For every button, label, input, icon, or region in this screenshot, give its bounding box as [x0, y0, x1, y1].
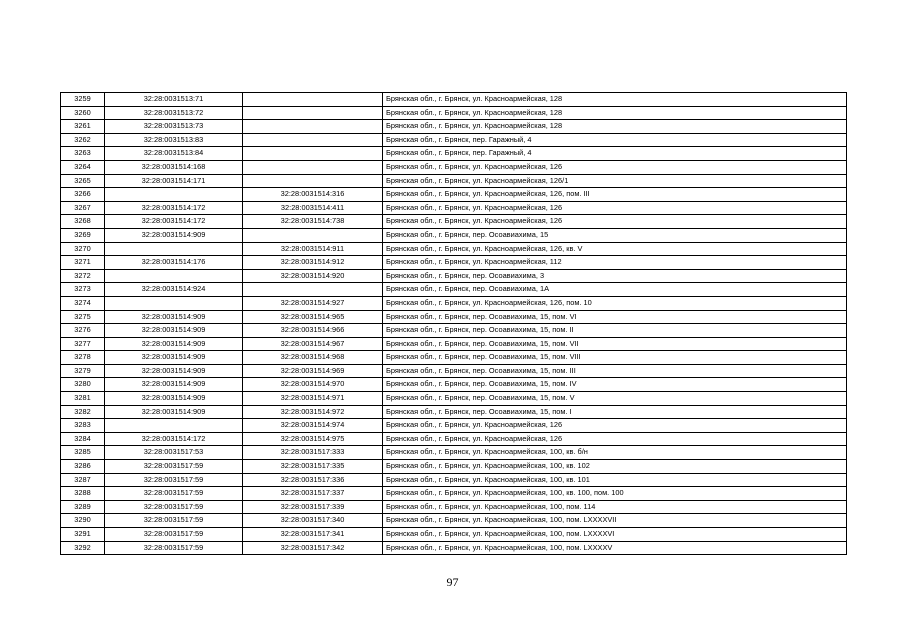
table-row	[61, 106, 847, 120]
address-cell: Брянская обл., г. Брянск, пер. Осоавиахима, 15, пом. VIII	[383, 351, 847, 365]
address-cell: Брянская обл., г. Брянск, ул. Красноармейская, 126	[383, 160, 847, 174]
land-cadastral-number-cell: 32:28:0031514:909	[105, 228, 243, 242]
land-cadastral-number-cell: 32:28:0031514:924	[105, 283, 243, 297]
table-row	[61, 310, 847, 324]
address-cell: Брянская обл., г. Брянск, ул. Красноармейская, 100, пом. 114	[383, 500, 847, 514]
land-cadastral-number-cell: 32:28:0031517:53	[105, 446, 243, 460]
object-cadastral-number-cell: 32:28:0031514:974	[243, 419, 383, 433]
land-cadastral-number-cell: 32:28:0031514:909	[105, 405, 243, 419]
address-cell: Брянская обл., г. Брянск, ул. Красноармейская, 100, пом. LXXXXVII	[383, 514, 847, 528]
row-number-cell: 3290	[61, 514, 105, 528]
table-row	[61, 160, 847, 174]
land-cadastral-number-cell: 32:28:0031517:59	[105, 473, 243, 487]
table-row	[61, 392, 847, 406]
row-number-cell: 3283	[61, 419, 105, 433]
row-number-cell: 3269	[61, 228, 105, 242]
table-row	[61, 487, 847, 501]
address-cell: Брянская обл., г. Брянск, пер. Осоавиахима, 1А	[383, 283, 847, 297]
object-cadastral-number-cell: 32:28:0031514:316	[243, 188, 383, 202]
table-row	[61, 364, 847, 378]
land-cadastral-number-cell	[105, 296, 243, 310]
object-cadastral-number-cell	[243, 228, 383, 242]
land-cadastral-number-cell: 32:28:0031514:168	[105, 160, 243, 174]
table-row	[61, 324, 847, 338]
address-cell: Брянская обл., г. Брянск, ул. Красноармейская, 128	[383, 120, 847, 134]
land-cadastral-number-cell	[105, 269, 243, 283]
address-cell: Брянская обл., г. Брянск, пер. Осоавиахима, 15, пом. IV	[383, 378, 847, 392]
row-number-cell: 3276	[61, 324, 105, 338]
land-cadastral-number-cell: 32:28:0031517:59	[105, 541, 243, 555]
object-cadastral-number-cell: 32:28:0031514:411	[243, 201, 383, 215]
address-cell: Брянская обл., г. Брянск, ул. Красноармейская, 126, кв. V	[383, 242, 847, 256]
row-number-cell: 3278	[61, 351, 105, 365]
object-cadastral-number-cell	[243, 283, 383, 297]
row-number-cell: 3260	[61, 106, 105, 120]
table-row	[61, 419, 847, 433]
address-cell: Брянская обл., г. Брянск, пер. Осоавиахима, 15, пом. I	[383, 405, 847, 419]
row-number-cell: 3259	[61, 93, 105, 107]
table-row	[61, 460, 847, 474]
row-number-cell: 3267	[61, 201, 105, 215]
table-row	[61, 228, 847, 242]
land-cadastral-number-cell: 32:28:0031514:909	[105, 364, 243, 378]
address-cell: Брянская обл., г. Брянск, пер. Осоавиахима, 15, пом. V	[383, 392, 847, 406]
land-cadastral-number-cell: 32:28:0031517:59	[105, 487, 243, 501]
land-cadastral-number-cell: 32:28:0031514:172	[105, 201, 243, 215]
address-cell: Брянская обл., г. Брянск, ул. Красноармейская, 126	[383, 201, 847, 215]
address-cell: Брянская обл., г. Брянск, ул. Красноармейская, 128	[383, 106, 847, 120]
object-cadastral-number-cell: 32:28:0031514:968	[243, 351, 383, 365]
table-row	[61, 201, 847, 215]
object-cadastral-number-cell	[243, 106, 383, 120]
address-cell: Брянская обл., г. Брянск, пер. Гаражный, 4	[383, 147, 847, 161]
land-cadastral-number-cell: 32:28:0031517:59	[105, 460, 243, 474]
table-row	[61, 446, 847, 460]
table-row	[61, 541, 847, 555]
row-number-cell: 3281	[61, 392, 105, 406]
row-number-cell: 3274	[61, 296, 105, 310]
land-cadastral-number-cell: 32:28:0031517:59	[105, 500, 243, 514]
table-row	[61, 120, 847, 134]
row-number-cell: 3263	[61, 147, 105, 161]
land-cadastral-number-cell: 32:28:0031513:83	[105, 133, 243, 147]
address-cell: Брянская обл., г. Брянск, пер. Осоавиахима, 15, пом. II	[383, 324, 847, 338]
table-row	[61, 174, 847, 188]
address-cell: Брянская обл., г. Брянск, ул. Красноармейская, 128	[383, 93, 847, 107]
row-number-cell: 3266	[61, 188, 105, 202]
row-number-cell: 3289	[61, 500, 105, 514]
address-cell: Брянская обл., г. Брянск, ул. Красноармейская, 126, пом. III	[383, 188, 847, 202]
land-cadastral-number-cell: 32:28:0031513:72	[105, 106, 243, 120]
registry-table-body	[61, 93, 847, 555]
row-number-cell: 3273	[61, 283, 105, 297]
object-cadastral-number-cell: 32:28:0031514:911	[243, 242, 383, 256]
address-cell: Брянская обл., г. Брянск, пер. Осоавиахима, 15	[383, 228, 847, 242]
address-cell: Брянская обл., г. Брянск, ул. Красноармейская, 126	[383, 419, 847, 433]
object-cadastral-number-cell: 32:28:0031514:970	[243, 378, 383, 392]
object-cadastral-number-cell: 32:28:0031514:969	[243, 364, 383, 378]
row-number-cell: 3275	[61, 310, 105, 324]
table-row	[61, 93, 847, 107]
land-cadastral-number-cell: 32:28:0031514:909	[105, 310, 243, 324]
object-cadastral-number-cell: 32:28:0031517:341	[243, 528, 383, 542]
table-row	[61, 215, 847, 229]
object-cadastral-number-cell: 32:28:0031517:342	[243, 541, 383, 555]
land-cadastral-number-cell: 32:28:0031517:59	[105, 514, 243, 528]
land-cadastral-number-cell: 32:28:0031513:73	[105, 120, 243, 134]
table-row	[61, 378, 847, 392]
object-cadastral-number-cell: 32:28:0031517:340	[243, 514, 383, 528]
object-cadastral-number-cell: 32:28:0031514:738	[243, 215, 383, 229]
address-cell: Брянская обл., г. Брянск, пер. Осоавиахима, 15, пом. III	[383, 364, 847, 378]
table-row	[61, 405, 847, 419]
address-cell: Брянская обл., г. Брянск, ул. Красноармейская, 100, кв. 101	[383, 473, 847, 487]
address-cell: Брянская обл., г. Брянск, ул. Красноармейская, 126/1	[383, 174, 847, 188]
row-number-cell: 3261	[61, 120, 105, 134]
row-number-cell: 3288	[61, 487, 105, 501]
address-cell: Брянская обл., г. Брянск, ул. Красноармейская, 126	[383, 432, 847, 446]
address-cell: Брянская обл., г. Брянск, ул. Красноармейская, 100, кв. б/н	[383, 446, 847, 460]
row-number-cell: 3292	[61, 541, 105, 555]
object-cadastral-number-cell: 32:28:0031514:971	[243, 392, 383, 406]
table-row	[61, 147, 847, 161]
row-number-cell: 3277	[61, 337, 105, 351]
object-cadastral-number-cell: 32:28:0031514:912	[243, 256, 383, 270]
object-cadastral-number-cell: 32:28:0031514:966	[243, 324, 383, 338]
table-row	[61, 256, 847, 270]
row-number-cell: 3287	[61, 473, 105, 487]
address-cell: Брянская обл., г. Брянск, ул. Красноармейская, 100, пом. LXXXXV	[383, 541, 847, 555]
row-number-cell: 3270	[61, 242, 105, 256]
land-cadastral-number-cell	[105, 242, 243, 256]
row-number-cell: 3284	[61, 432, 105, 446]
table-row	[61, 514, 847, 528]
table-row	[61, 188, 847, 202]
row-number-cell: 3286	[61, 460, 105, 474]
address-cell: Брянская обл., г. Брянск, пер. Гаражный, 4	[383, 133, 847, 147]
row-number-cell: 3265	[61, 174, 105, 188]
object-cadastral-number-cell: 32:28:0031514:975	[243, 432, 383, 446]
row-number-cell: 3279	[61, 364, 105, 378]
object-cadastral-number-cell: 32:28:0031514:965	[243, 310, 383, 324]
object-cadastral-number-cell	[243, 93, 383, 107]
object-cadastral-number-cell: 32:28:0031514:972	[243, 405, 383, 419]
land-cadastral-number-cell: 32:28:0031514:171	[105, 174, 243, 188]
table-row	[61, 283, 847, 297]
object-cadastral-number-cell	[243, 147, 383, 161]
row-number-cell: 3271	[61, 256, 105, 270]
address-cell: Брянская обл., г. Брянск, ул. Красноармейская, 112	[383, 256, 847, 270]
address-cell: Брянская обл., г. Брянск, пер. Осоавиахима, 15, пом. VII	[383, 337, 847, 351]
land-cadastral-number-cell: 32:28:0031514:909	[105, 324, 243, 338]
object-cadastral-number-cell	[243, 174, 383, 188]
row-number-cell: 3280	[61, 378, 105, 392]
land-cadastral-number-cell: 32:28:0031514:172	[105, 215, 243, 229]
object-cadastral-number-cell: 32:28:0031517:335	[243, 460, 383, 474]
table-row	[61, 133, 847, 147]
object-cadastral-number-cell: 32:28:0031514:927	[243, 296, 383, 310]
table-row	[61, 528, 847, 542]
object-cadastral-number-cell: 32:28:0031517:333	[243, 446, 383, 460]
land-cadastral-number-cell: 32:28:0031517:59	[105, 528, 243, 542]
table-row	[61, 242, 847, 256]
address-cell: Брянская обл., г. Брянск, ул. Красноармейская, 100, кв. 100, пом. 100	[383, 487, 847, 501]
table-row	[61, 500, 847, 514]
address-cell: Брянская обл., г. Брянск, ул. Красноармейская, 126	[383, 215, 847, 229]
object-cadastral-number-cell: 32:28:0031514:967	[243, 337, 383, 351]
land-cadastral-number-cell: 32:28:0031514:172	[105, 432, 243, 446]
address-cell: Брянская обл., г. Брянск, ул. Красноармейская, 100, пом. LXXXXVI	[383, 528, 847, 542]
object-cadastral-number-cell	[243, 120, 383, 134]
object-cadastral-number-cell: 32:28:0031514:920	[243, 269, 383, 283]
land-cadastral-number-cell: 32:28:0031513:71	[105, 93, 243, 107]
land-cadastral-number-cell: 32:28:0031514:909	[105, 378, 243, 392]
table-row	[61, 337, 847, 351]
land-cadastral-number-cell: 32:28:0031514:909	[105, 392, 243, 406]
land-cadastral-number-cell: 32:28:0031514:909	[105, 337, 243, 351]
table-row	[61, 269, 847, 283]
row-number-cell: 3285	[61, 446, 105, 460]
object-cadastral-number-cell: 32:28:0031517:336	[243, 473, 383, 487]
registry-table	[60, 92, 847, 555]
table-row	[61, 296, 847, 310]
object-cadastral-number-cell	[243, 133, 383, 147]
table-row	[61, 432, 847, 446]
address-cell: Брянская обл., г. Брянск, ул. Красноармейская, 126, пом. 10	[383, 296, 847, 310]
address-cell: Брянская обл., г. Брянск, пер. Осоавиахима, 15, пом. VI	[383, 310, 847, 324]
row-number-cell: 3264	[61, 160, 105, 174]
table-row	[61, 351, 847, 365]
row-number-cell: 3272	[61, 269, 105, 283]
land-cadastral-number-cell: 32:28:0031513:84	[105, 147, 243, 161]
row-number-cell: 3268	[61, 215, 105, 229]
land-cadastral-number-cell: 32:28:0031514:176	[105, 256, 243, 270]
land-cadastral-number-cell	[105, 419, 243, 433]
object-cadastral-number-cell: 32:28:0031517:339	[243, 500, 383, 514]
object-cadastral-number-cell	[243, 160, 383, 174]
page-number: 97	[446, 575, 459, 589]
row-number-cell: 3282	[61, 405, 105, 419]
land-cadastral-number-cell	[105, 188, 243, 202]
row-number-cell: 3291	[61, 528, 105, 542]
object-cadastral-number-cell: 32:28:0031517:337	[243, 487, 383, 501]
address-cell: Брянская обл., г. Брянск, пер. Осоавиахима, 3	[383, 269, 847, 283]
row-number-cell: 3262	[61, 133, 105, 147]
table-row	[61, 473, 847, 487]
address-cell: Брянская обл., г. Брянск, ул. Красноармейская, 100, кв. 102	[383, 460, 847, 474]
land-cadastral-number-cell: 32:28:0031514:909	[105, 351, 243, 365]
